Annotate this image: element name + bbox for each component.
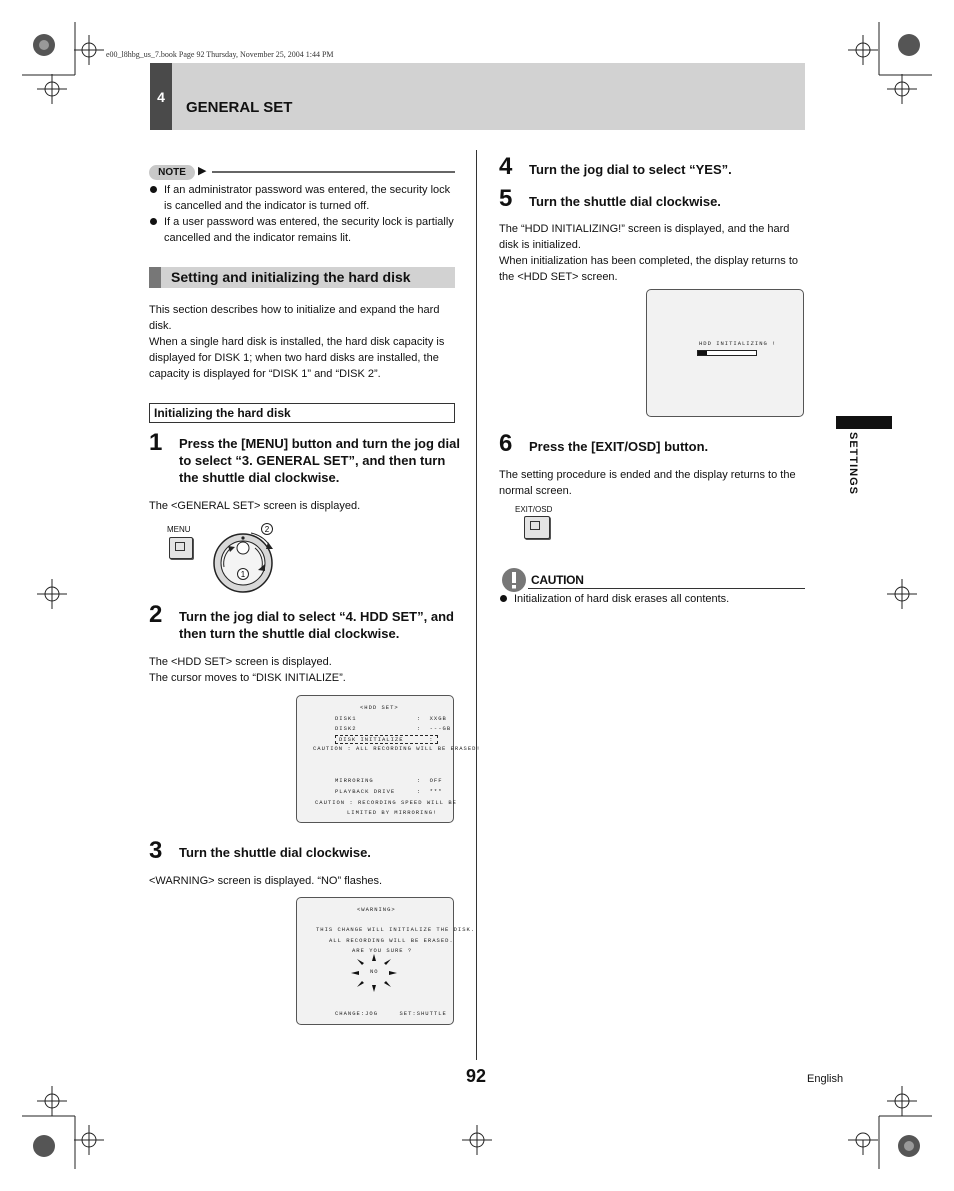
button-square-icon: [175, 542, 185, 551]
section-bar-accent: [149, 267, 161, 288]
step-description: The setting procedure is ended and the display returns to the normal screen.: [499, 469, 796, 497]
button-square-icon: [530, 521, 540, 530]
caution-icon: [501, 567, 527, 593]
caution-list: [499, 591, 805, 607]
osd-title: <HDD SET>: [360, 704, 399, 711]
osd-playback-drive: PLAYBACK DRIVE : ***: [335, 788, 443, 795]
step-description: The “HDD INITIALIZING!” screen is displayed, and the hard disk is initialized.: [499, 223, 790, 251]
osd-disk1: DISK1 : XXGB: [335, 715, 447, 722]
side-tab-bar: [836, 416, 892, 429]
step-description: <WARNING> screen is displayed. “NO” flashes.: [149, 875, 383, 887]
column-divider: [476, 150, 477, 1060]
step-text: Turn the jog dial to select “4. HDD SET”, and then turn the shuttle dial clockwise.: [179, 609, 454, 641]
note-list: [149, 182, 455, 246]
hdd-set-screen: [296, 695, 481, 823]
progress-fill: [698, 351, 707, 355]
osd-warning-line-1: THIS CHANGE WILL INITIALIZE THE DISK.: [316, 926, 476, 933]
osd-initializing-text: HDD INITIALIZING !: [699, 340, 777, 347]
exit-osd-button-label: EXIT/OSD: [515, 505, 553, 514]
step-text: Press the [MENU] button and turn the jog dial to select “3. GENERAL SET”, and then turn the shuttle dial clockwise.: [179, 436, 460, 485]
header-band: [150, 63, 805, 130]
section-intro-2: When a single hard disk is installed, the hard disk capacity is displayed for DISK 1; when two hard disks are installed, the capacity is displayed for “DISK 1” and “DISK 2”.: [149, 336, 445, 380]
list-item: If an administrator password was entered, the security lock is cancelled and the indicator is turned off.: [149, 182, 455, 214]
osd-disk2: DISK2 : ---GB: [335, 725, 452, 732]
step-text: Turn the shuttle dial clockwise.: [529, 194, 721, 209]
hdd-initializing-screen: [646, 289, 804, 417]
osd-no-flashing: NO: [370, 968, 379, 975]
menu-button[interactable]: [169, 537, 193, 559]
warning-screen: [296, 897, 476, 1025]
list-item: If a user password was entered, the security lock is partially cancelled and the indicator remains lit.: [149, 214, 455, 246]
step-description: When initialization has been completed, the display returns to the <HDD SET> screen.: [499, 255, 799, 283]
chapter-number: 4: [150, 63, 172, 130]
progress-bar: [697, 350, 757, 356]
note-badge: NOTE: [149, 165, 195, 180]
step-text: Press the [EXIT/OSD] button.: [529, 439, 709, 454]
step-number: 4: [499, 153, 513, 180]
osd-caution-mirroring-2: LIMITED BY MIRRORING!: [347, 809, 438, 816]
section-intro-1: This section describes how to initialize and expand the hard disk.: [149, 304, 440, 332]
language-label: English: [807, 1073, 844, 1085]
osd-warning-line-2: ALL RECORDING WILL BE ERASED.: [329, 937, 454, 944]
chapter-title: GENERAL SET: [186, 99, 293, 116]
section-title: Setting and initializing the hard disk: [171, 269, 411, 285]
step-description: The <HDD SET> screen is displayed.: [149, 656, 332, 668]
jog-mark: 1: [240, 570, 246, 579]
osd-warning-footer: CHANGE:JOG SET:SHUTTLE: [335, 1010, 447, 1017]
note-rule: [212, 171, 455, 173]
side-tab-label: SETTINGS: [847, 432, 859, 496]
step-number: 3: [149, 837, 163, 864]
osd-caution-mirroring: CAUTION : RECORDING SPEED WILL BE: [315, 799, 457, 806]
step-number: 6: [499, 430, 513, 457]
exit-osd-button[interactable]: [524, 516, 550, 539]
subsection-title: Initializing the hard disk: [149, 403, 455, 423]
note-arrow-icon: ▶: [198, 165, 207, 177]
caution-rule: [528, 588, 805, 589]
osd-warning-title: <WARNING>: [357, 906, 396, 913]
step-number: 2: [149, 601, 163, 628]
step-text: Turn the jog dial to select “YES”.: [529, 162, 732, 177]
shuttle-mark: 2: [264, 525, 270, 534]
osd-caution: CAUTION : ALL RECORDING WILL BE ERASED!: [313, 745, 481, 752]
step-number: 5: [499, 185, 513, 212]
page-number: 92: [466, 1066, 487, 1086]
osd-mirroring: MIRRORING : OFF: [335, 777, 443, 784]
step-description: The <GENERAL SET> screen is displayed.: [149, 500, 361, 512]
osd-disk-initialize: DISK INITIALIZE :: [335, 735, 438, 744]
print-info: e00_l8hbg_us_7.book Page 92 Thursday, November 25, 2004 1:44 PM: [106, 50, 334, 59]
step-description: The cursor moves to “DISK INITIALIZE”.: [149, 672, 346, 684]
menu-button-label: MENU: [167, 525, 191, 534]
step-text: Turn the shuttle dial clockwise.: [179, 845, 371, 860]
list-item: Initialization of hard disk erases all contents.: [499, 591, 805, 607]
step-number: 1: [149, 429, 163, 456]
jog-shuttle-dial-icon[interactable]: [210, 520, 280, 595]
osd-warning-line-3: ARE YOU SURE ?: [352, 947, 413, 954]
caution-label: CAUTION: [531, 573, 584, 587]
